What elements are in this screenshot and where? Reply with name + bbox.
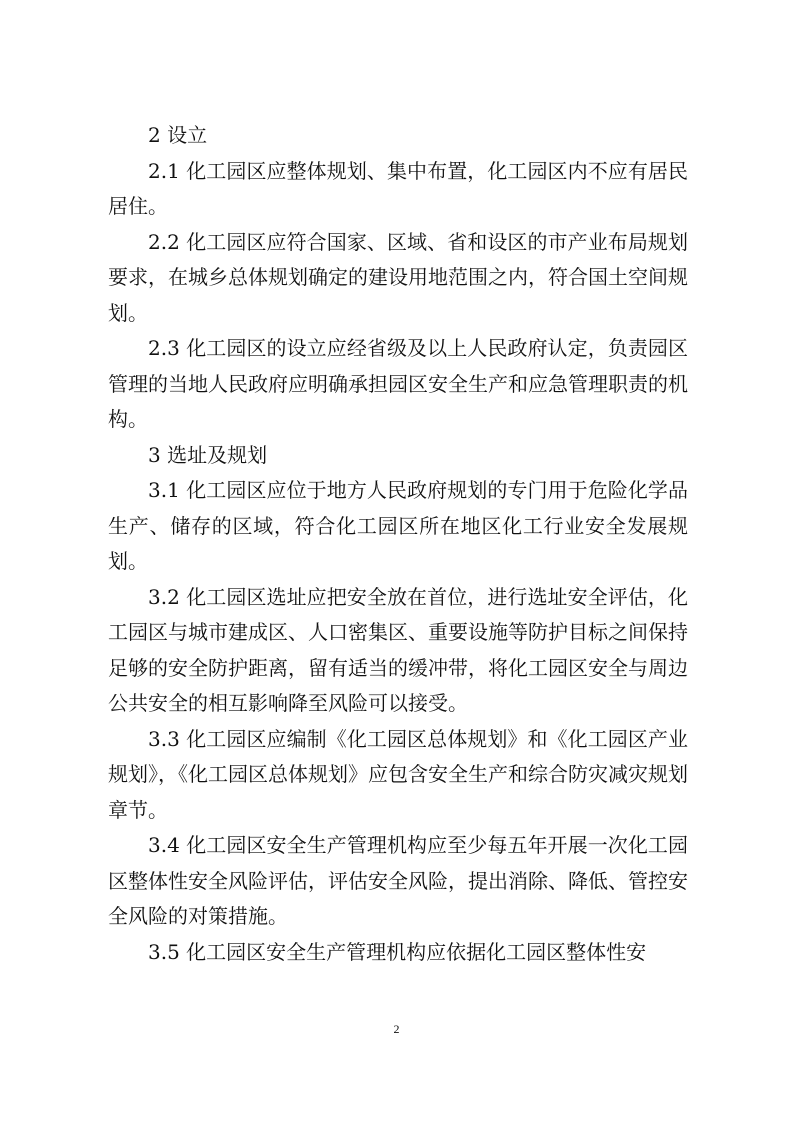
clause-2-3: 2.3 化工园区的设立应经省级及以上人民政府认定，负责园区管理的当地人民政府应明确承担园区安全生产和应急管理职责的机构。 xyxy=(108,336,688,431)
clause-3-5: 3.5 化工园区安全生产管理机构应依据化工园区整体性安 xyxy=(148,939,647,964)
clause-3-3: 3.3 化工园区应编制《化工园区总体规划》和《化工园区产业规划》，《化工园区总体规划》应包含安全生产和综合防灾减灾规划章节。 xyxy=(108,726,688,822)
section-heading-3: 3 选址及规划 xyxy=(148,442,268,467)
clause-3-4: 3.4 化工园区安全生产管理机构应至少每五年开展一次化工园区整体性安全风险评估，评估安全风险，提出消除、降低、管控安全风险的对策措施。 xyxy=(108,833,688,928)
section-heading-2: 2 设立 xyxy=(148,123,208,147)
document-body xyxy=(108,118,688,970)
clause-2-1: 2.1 化工园区应整体规划、集中布置，化工园区内不应有居民居住。 xyxy=(108,158,688,218)
clause-3-1: 3.1 化工园区应位于地方人民政府规划的专门用于危险化学品生产、储存的区域，符合化工园区所在地区化工行业安全发展规划。 xyxy=(108,478,688,573)
clause-2-2: 2.2 化工园区应符合国家、区域、省和设区的市产业布局规划要求，在城乡总体规划确定的建设用地范围之内，符合国土空间规划。 xyxy=(108,229,688,325)
clause-3-2: 3.2 化工园区选址应把安全放在首位，进行选址安全评估，化工园区与城市建成区、人口密集区、重要设施等防护目标之间保持足够的安全防护距离，留有适当的缓冲带，将化工园区安全与周边公共安全的相互影响降至风险可以接受。 xyxy=(108,584,688,715)
page-number: 2 xyxy=(393,1022,400,1036)
